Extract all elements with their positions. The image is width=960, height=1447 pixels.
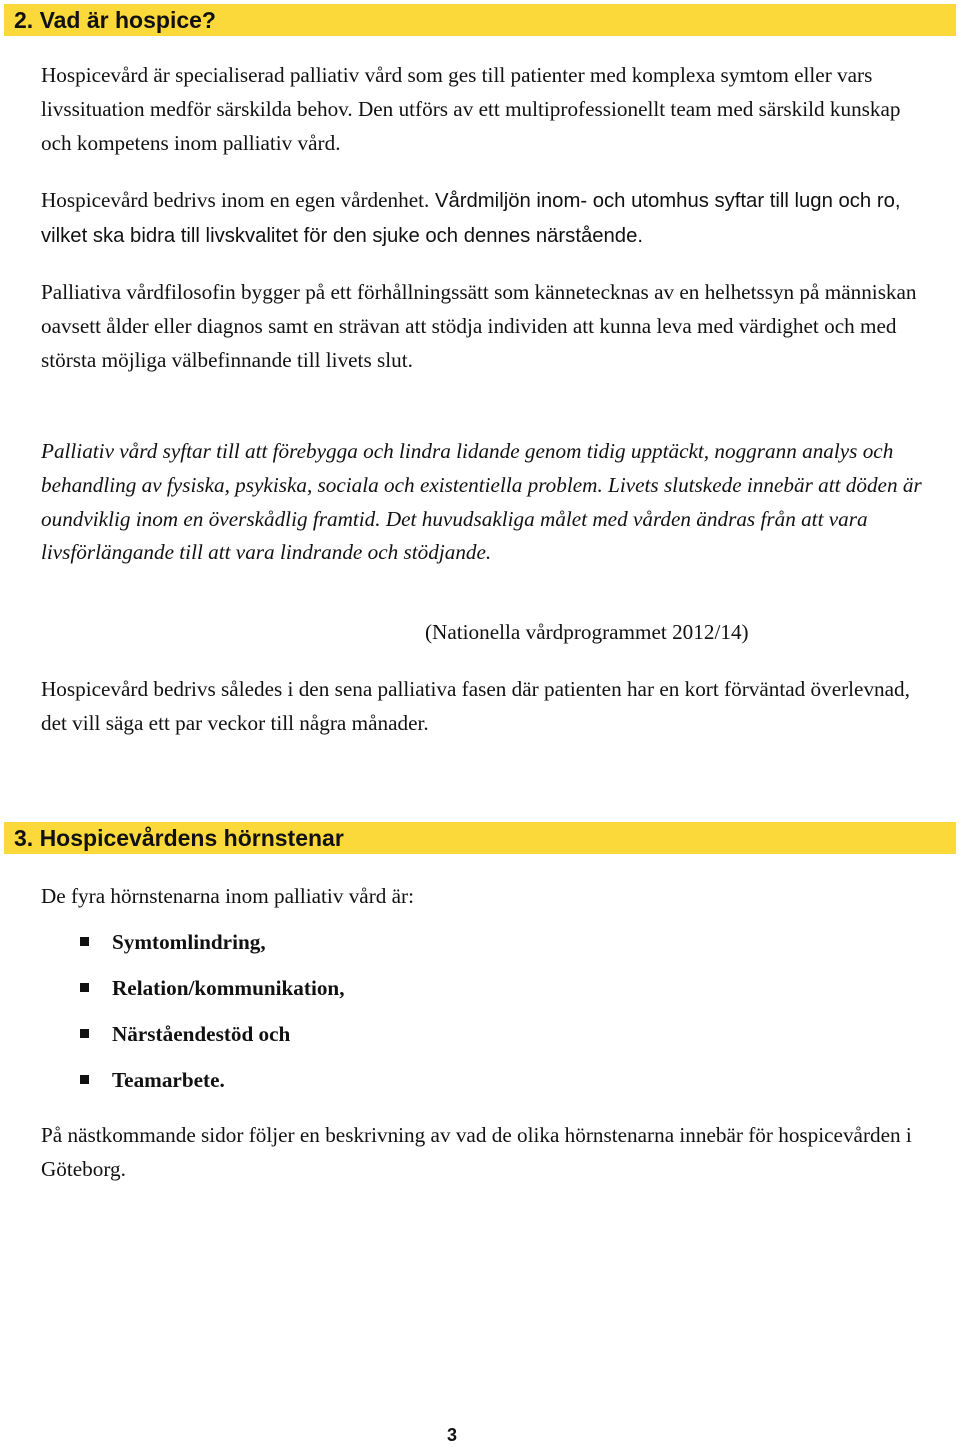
square-bullet-icon: [80, 983, 89, 992]
square-bullet-icon: [80, 1029, 89, 1038]
environment-sentence: Vårdmiljön inom- och utomhus syftar till lugn och ro, vilket ska bidra till livskvalitet för den sjuke och dennes närstående.: [41, 190, 901, 247]
list-item-label: Relation/kommunikation,: [112, 976, 345, 1000]
paragraph-definition: Hospicevård är specialiserad palliativ vård som ges till patienter med komplexa symtom eller vars livssituation medför särskilda behov. Den utförs av ett multiprofessionellt team med särskild kunskap och kompetens inom palliativ vård.: [41, 63, 901, 155]
list-item: [78, 1063, 345, 1109]
list-item-label: Närståendestöd och: [112, 1022, 291, 1046]
paragraph-care-unit: [41, 184, 931, 254]
square-bullet-icon: [80, 1075, 89, 1084]
list-item-label: Teamarbete.: [112, 1068, 225, 1092]
page-number: 3: [446, 1425, 457, 1445]
list-item: [78, 971, 345, 1017]
citation: (Nationella vårdprogrammet 2012/14): [425, 620, 749, 644]
paragraph-philosophy: Palliativa vårdfilosofin bygger på ett förhållningssätt som kännetecknas av en helhetssyn på människan oavsett ålder eller diagnos samt en strävan att stödja individen att kunna leva med värdighet och med största möjliga välbefinnande till livets slut.: [41, 280, 917, 372]
list-item: [78, 1017, 345, 1063]
list-item-label: Symtomlindring,: [112, 930, 266, 954]
section-heading-2: 2. Vad är hospice?: [4, 4, 956, 36]
list-item: [78, 925, 345, 971]
cornerstones-intro: De fyra hörnstenarna inom palliativ vård är:: [41, 884, 414, 908]
paragraph-quote: Palliativ vård syftar till att förebygga och lindra lidande genom tidig upptäckt, noggrann analys och behandling av fysiska, psykiska, sociala och existentiella problem. Livets slutskede innebär att döden är oundviklig inom en överskådlig framtid. Det huvudsakliga målet med vården ändras från att vara livsförlängande till att vara lindrande och stödjande.: [41, 439, 922, 565]
square-bullet-icon: [80, 937, 89, 946]
paragraph-late-phase: Hospicevård bedrivs således i den sena palliativa fasen där patienten har en kort förväntad överlevnad, det vill säga ett par veckor till några månader.: [41, 677, 910, 735]
cornerstones-outro: På nästkommande sidor följer en beskrivning av vad de olika hörnstenarna innebär för hospicevården i Göteborg.: [41, 1123, 912, 1181]
cornerstones-list: [78, 925, 345, 1109]
section-heading-3: 3. Hospicevårdens hörnstenar: [4, 822, 956, 854]
care-unit-sentence: Hospicevård bedrivs inom en egen vårdenhet.: [41, 188, 430, 212]
